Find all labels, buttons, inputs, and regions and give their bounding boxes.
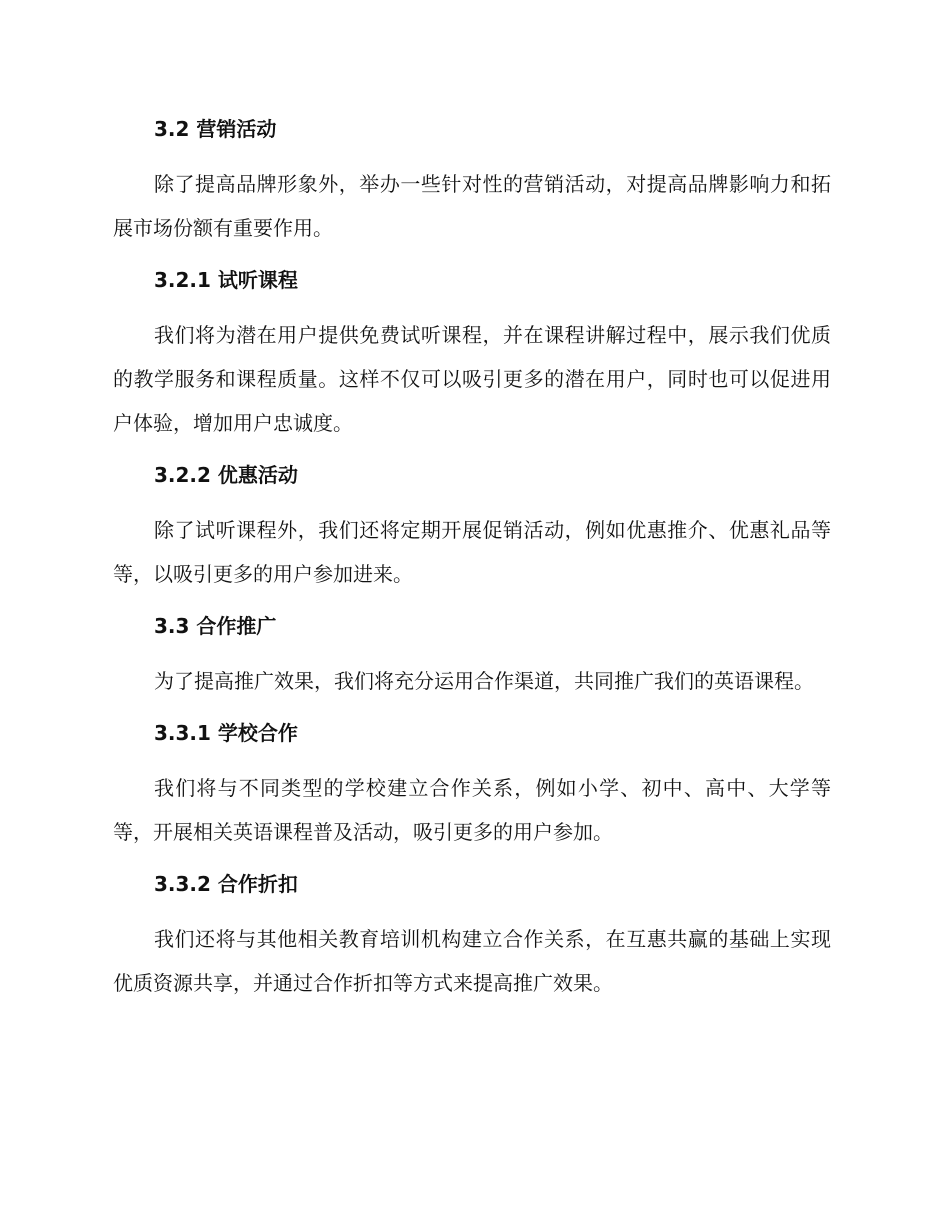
section-paragraph-3-2: 除了提高品牌形象外，举办一些针对性的营销活动，对提高品牌影响力和拓展市场份额有重要作用。 (113, 172, 831, 240)
section-paragraph-3-3-1: 我们将与不同类型的学校建立合作关系，例如小学、初中、高中、大学等等，开展相关英语课程普及活动，吸引更多的用户参加。 (113, 776, 831, 844)
section-heading-3-2-1: 3.2.1 试听课程 (154, 268, 298, 292)
document-body (113, 108, 831, 1005)
section-heading-3-3-2: 3.3.2 合作折扣 (154, 872, 298, 896)
section-heading-3-2-2: 3.2.2 优惠活动 (154, 463, 298, 487)
section-paragraph-3-3: 为了提高推广效果，我们将充分运用合作渠道，共同推广我们的英语课程。 (154, 669, 814, 693)
section-paragraph-3-2-1: 我们将为潜在用户提供免费试听课程，并在课程讲解过程中，展示我们优质的教学服务和课程质量。这样不仅可以吸引更多的潜在用户，同时也可以促进用户体验，增加用户忠诚度。 (113, 323, 831, 435)
section-heading-3-3-1: 3.3.1 学校合作 (154, 721, 298, 745)
section-heading-3-3: 3.3 合作推广 (154, 614, 277, 638)
section-paragraph-3-2-2: 除了试听课程外，我们还将定期开展促销活动，例如优惠推介、优惠礼品等等，以吸引更多的用户参加进来。 (113, 518, 831, 586)
section-paragraph-3-3-2: 我们还将与其他相关教育培训机构建立合作关系，在互惠共赢的基础上实现优质资源共享，并通过合作折扣等方式来提高推广效果。 (113, 927, 831, 995)
section-heading-3-2: 3.2 营销活动 (154, 117, 277, 141)
